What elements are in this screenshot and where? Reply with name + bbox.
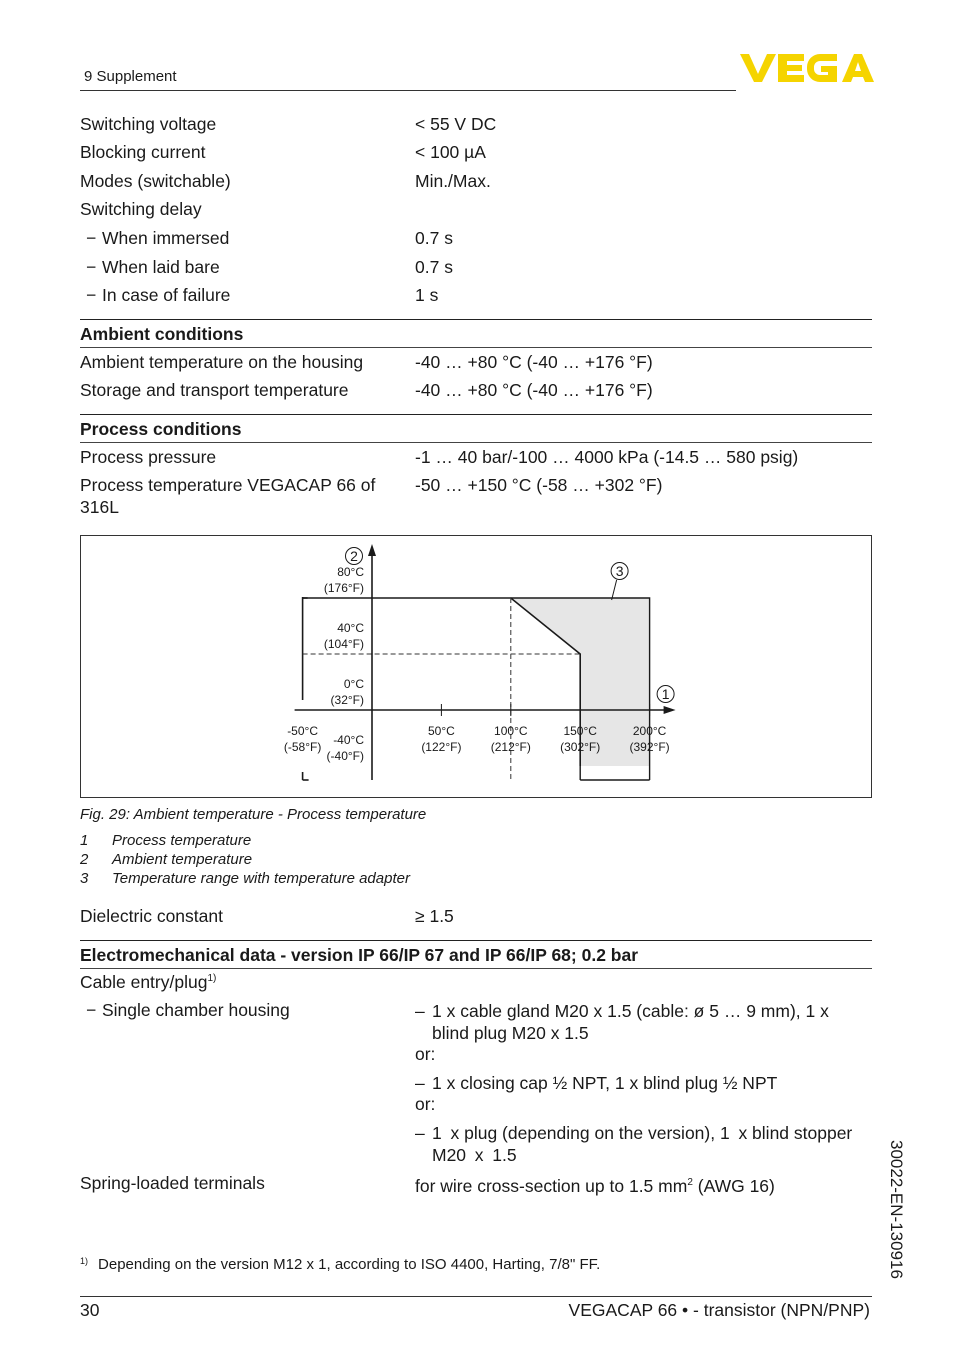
x-tick-label: 100°C: [494, 724, 528, 738]
x-tick-label: (302°F): [560, 740, 601, 754]
footnote-mark: 1): [80, 1256, 89, 1266]
section-title: 9 Supplement: [84, 68, 177, 85]
spec-key: Process temperature VEGACAP 66 of 316L: [80, 475, 376, 517]
marker-process: 1: [661, 686, 670, 702]
figure-caption: Fig. 29: Ambient temperature - Process temperature: [80, 806, 427, 823]
section-rule: [80, 319, 872, 320]
footer-rule: [80, 1296, 872, 1297]
y-axis-arrow: [368, 544, 376, 556]
x-tick-label: 50°C: [427, 724, 455, 738]
spec-key: − In case of failure: [80, 284, 422, 306]
spec-value: 0.7 s: [415, 257, 453, 277]
y-tick-label: (32°F): [330, 693, 364, 707]
x-tick-label: 150°C: [563, 724, 597, 738]
spec-key: Ambient temperature on the housing: [80, 352, 364, 372]
x-tick-label: (392°F): [629, 740, 670, 754]
marker-adapter: 3: [615, 563, 624, 579]
x-tick-label: (122°F): [421, 740, 462, 754]
single-chamber-label: − Single chamber housing: [80, 1000, 290, 1021]
cable-option-text: 1 x plug (depending on the version), 1 x blind stopper M20 x 1.5: [432, 1123, 853, 1165]
spec-value: < 55 V DC: [415, 114, 497, 134]
spec-value: 1 s: [415, 285, 439, 305]
spring-value: for wire cross-section up to 1.5 mm: [415, 1175, 688, 1196]
y-tick-label: 40°C: [337, 621, 364, 635]
y-tick-label: 80°C: [337, 565, 364, 579]
cable-option-text: 1 x closing cap ½ NPT, 1 x blind plug ½ NPT: [432, 1073, 778, 1093]
footnote-ref: 1): [207, 973, 217, 985]
y-tick-label: (104°F): [323, 637, 364, 651]
spring-tail: (AWG 16): [692, 1175, 775, 1196]
marker-ambient: 2: [350, 548, 358, 564]
cable-option: – 1 x cable gland M20 x 1.5 (cable: ø 5 … 9 mm), 1 x blind plug M20 x 1.5: [415, 1001, 829, 1043]
section-rule: [80, 442, 872, 443]
section-heading-process: Process conditions: [80, 419, 242, 439]
footnote-text: Depending on the version M12 x 1, according to ISO 4400, Harting, 7/8" FF.: [98, 1256, 601, 1273]
section-rule: [80, 968, 872, 969]
spec-key: Storage and transport temperature: [80, 380, 349, 400]
spec-key: Spring-loaded terminals: [80, 1173, 265, 1193]
section-rule: [80, 414, 872, 415]
spec-key: − When laid bare: [80, 256, 422, 278]
spec-key: Switching delay: [80, 199, 202, 219]
legend-number: 3: [80, 870, 89, 887]
spec-value: Min./Max.: [415, 171, 491, 191]
spec-value: -40 … +80 °C (-40 … +176 °F): [415, 380, 653, 400]
x-tick-label: (212°F): [490, 740, 531, 754]
y-tick-label: 0°C: [343, 677, 364, 691]
spec-value: -50 … +150 °C (-58 … +302 °F): [415, 475, 663, 495]
or-label: or:: [415, 1044, 436, 1064]
legend-text: Temperature range with temperature adapter: [112, 870, 410, 887]
temperature-chart: [80, 535, 872, 798]
spec-value: [415, 1172, 875, 1197]
spec-value: -1 … 40 bar/-100 … 4000 kPa (-14.5 … 580 psig): [415, 447, 799, 467]
or-label: or:: [415, 1094, 436, 1114]
x-tick-label: (-58°F): [283, 740, 322, 754]
footnote: [80, 1256, 600, 1273]
cable-entry-label: [80, 972, 216, 993]
cable-option: – 1 x closing cap ½ NPT, 1 x blind plug ½ NPT: [415, 1073, 778, 1093]
product-name: VEGACAP 66 • - transistor (NPN/PNP): [568, 1300, 870, 1320]
spec-key: Switching voltage: [80, 114, 217, 134]
spec-value: -40 … +80 °C (-40 … +176 °F): [415, 352, 653, 372]
spec-key: Process pressure: [80, 447, 217, 467]
x-tick-label: -50°C: [287, 724, 319, 738]
marker-adapter-leader: [612, 580, 617, 600]
spec-key: − When immersed: [80, 227, 422, 249]
header-rule: [80, 90, 736, 91]
y-tick-label: (176°F): [323, 581, 364, 595]
vega-logo: [740, 52, 874, 84]
spec-value: 0.7 s: [415, 228, 453, 248]
x-tick-label: 200°C: [632, 724, 667, 738]
legend-number: 2: [80, 851, 89, 868]
spec-key: Modes (switchable): [80, 171, 231, 191]
legend-text: Process temperature: [112, 832, 252, 849]
y-tick-label: -40°C: [333, 733, 364, 747]
section-rule: [80, 347, 872, 348]
spec-value: < 100 µA: [415, 142, 486, 162]
legend-text: Ambient temperature: [112, 851, 253, 868]
chart-svg: [81, 536, 871, 797]
cable-entry-text: Cable entry/plug: [80, 972, 208, 992]
cable-option-text: 1 x cable gland M20 x 1.5 (cable: ø 5 … 9 mm), 1 x blind plug M20 x 1.5: [432, 1001, 829, 1043]
x-axis-arrow: [664, 706, 676, 714]
page-number: 30: [80, 1300, 100, 1320]
spec-key: Blocking current: [80, 142, 206, 162]
legend-number: 1: [80, 832, 89, 849]
spec-key: Dielectric constant: [80, 906, 223, 926]
section-heading-ambient: Ambient conditions: [80, 324, 244, 344]
section-heading-electro: Electromechanical data - version IP 66/IP 67 and IP 66/IP 68; 0.2 bar: [80, 945, 639, 965]
spring-sup: 2: [687, 1177, 693, 1188]
y-tick-label: (-40°F): [326, 749, 364, 763]
section-rule: [80, 940, 872, 941]
spec-value: ≥ 1.5: [415, 906, 454, 926]
cable-option: – 1 x plug (depending on the version), 1 x blind stopper M20 x 1.5: [415, 1123, 853, 1165]
document-id: 30022-EN-130916: [887, 1140, 906, 1279]
